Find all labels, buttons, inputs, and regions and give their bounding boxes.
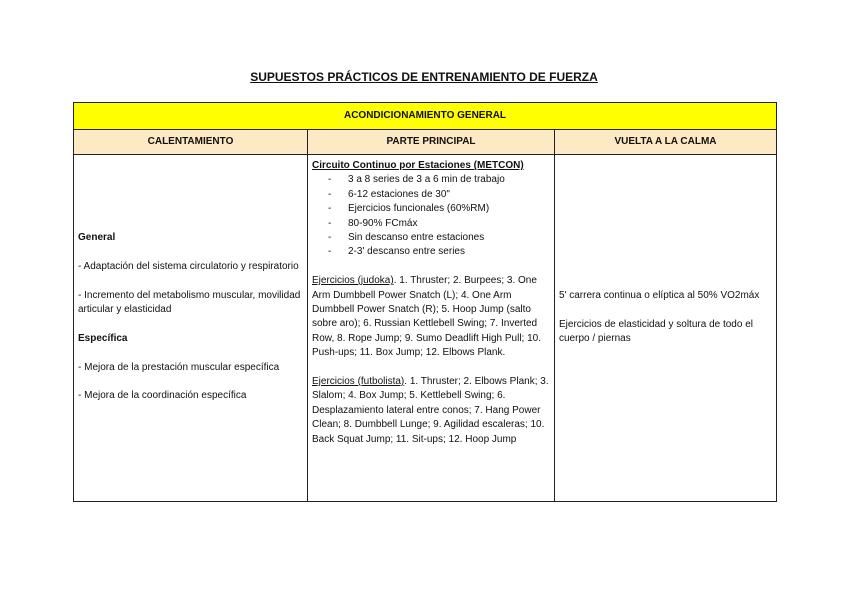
vuelta-calma-line: Ejercicios de elasticidad y soltura de todo el cuerpo / piernas [559, 318, 753, 345]
metcon-heading: Circuito Continuo por Estaciones (METCON) [312, 160, 524, 171]
judoka-exercises [312, 274, 550, 360]
metcon-bullet: - Sin descanso entre estaciones [326, 231, 550, 245]
training-table [73, 102, 777, 502]
parte-principal-cell [308, 155, 555, 502]
metcon-bullet: - 6-12 estaciones de 30" [326, 188, 550, 202]
metcon-bullet: - 2-3' descanso entre series [326, 245, 550, 259]
futbolista-text: . 1. Thruster; 2. Elbows Plank; 3. Slalom; 4. Box Jump; 5. Kettlebell Swing; 6. Desplazamiento lateral entre conos; 7. Hang Power Clean; 8. Dumbbell Lunge; 9. Agilidad escaleras; 10. Back Squat Jump; 11. Sit-ups; 12. Hoop Jump [312, 376, 549, 445]
futbolista-label: Ejercicios (futbolista) [312, 376, 405, 388]
judoka-label: Ejercicios (judoka) [312, 275, 394, 287]
document-title: SUPUESTOS PRÁCTICOS DE ENTRENAMIENTO DE FUERZA [250, 70, 598, 84]
metcon-bullet: - Ejercicios funcionales (60%RM) [326, 202, 550, 216]
especifica-item: - Mejora de la coordinación específica [78, 390, 247, 402]
calentamiento-cell [74, 155, 308, 502]
section-banner: ACONDICIONAMIENTO GENERAL [74, 103, 777, 130]
column-header-parte-principal: PARTE PRINCIPAL [308, 130, 555, 155]
metcon-bullet: - 80-90% FCmáx [326, 217, 550, 231]
general-item: - Incremento del metabolismo muscular, movilidad articular y elasticidad [78, 289, 301, 315]
metcon-bullet-list [312, 173, 550, 259]
general-heading: General [78, 232, 116, 243]
column-header-vuelta-calma: VUELTA A LA CALMA [555, 130, 777, 155]
vuelta-calma-cell [555, 155, 777, 502]
metcon-bullet: - 3 a 8 series de 3 a 6 min de trabajo [326, 173, 550, 187]
especifica-item: - Mejora de la prestación muscular específica [78, 361, 280, 373]
column-header-calentamiento: CALENTAMIENTO [74, 130, 308, 155]
vuelta-calma-line: 5' carrera continua o elíptica al 50% VO2máx [559, 290, 760, 301]
judoka-text: . 1. Thruster; 2. Burpees; 3. One Arm Dumbbell Power Snatch (L); 4. One Arm Dumbbell Power Snatch (R); 5. Hoop Jump (salto sobre aro); 6. Russian Kettlebell Swing; 7. Inverted Row, 8. Rope Jump; 9. Sumo Deadlift High Pull; 10. Push-ups; 11. Box Jump; 12. Elbows Plank. [312, 275, 542, 359]
especifica-heading: Específica [78, 332, 128, 344]
futbolista-exercises [312, 375, 550, 447]
general-item: - Adaptación del sistema circulatorio y respiratorio [78, 260, 299, 272]
